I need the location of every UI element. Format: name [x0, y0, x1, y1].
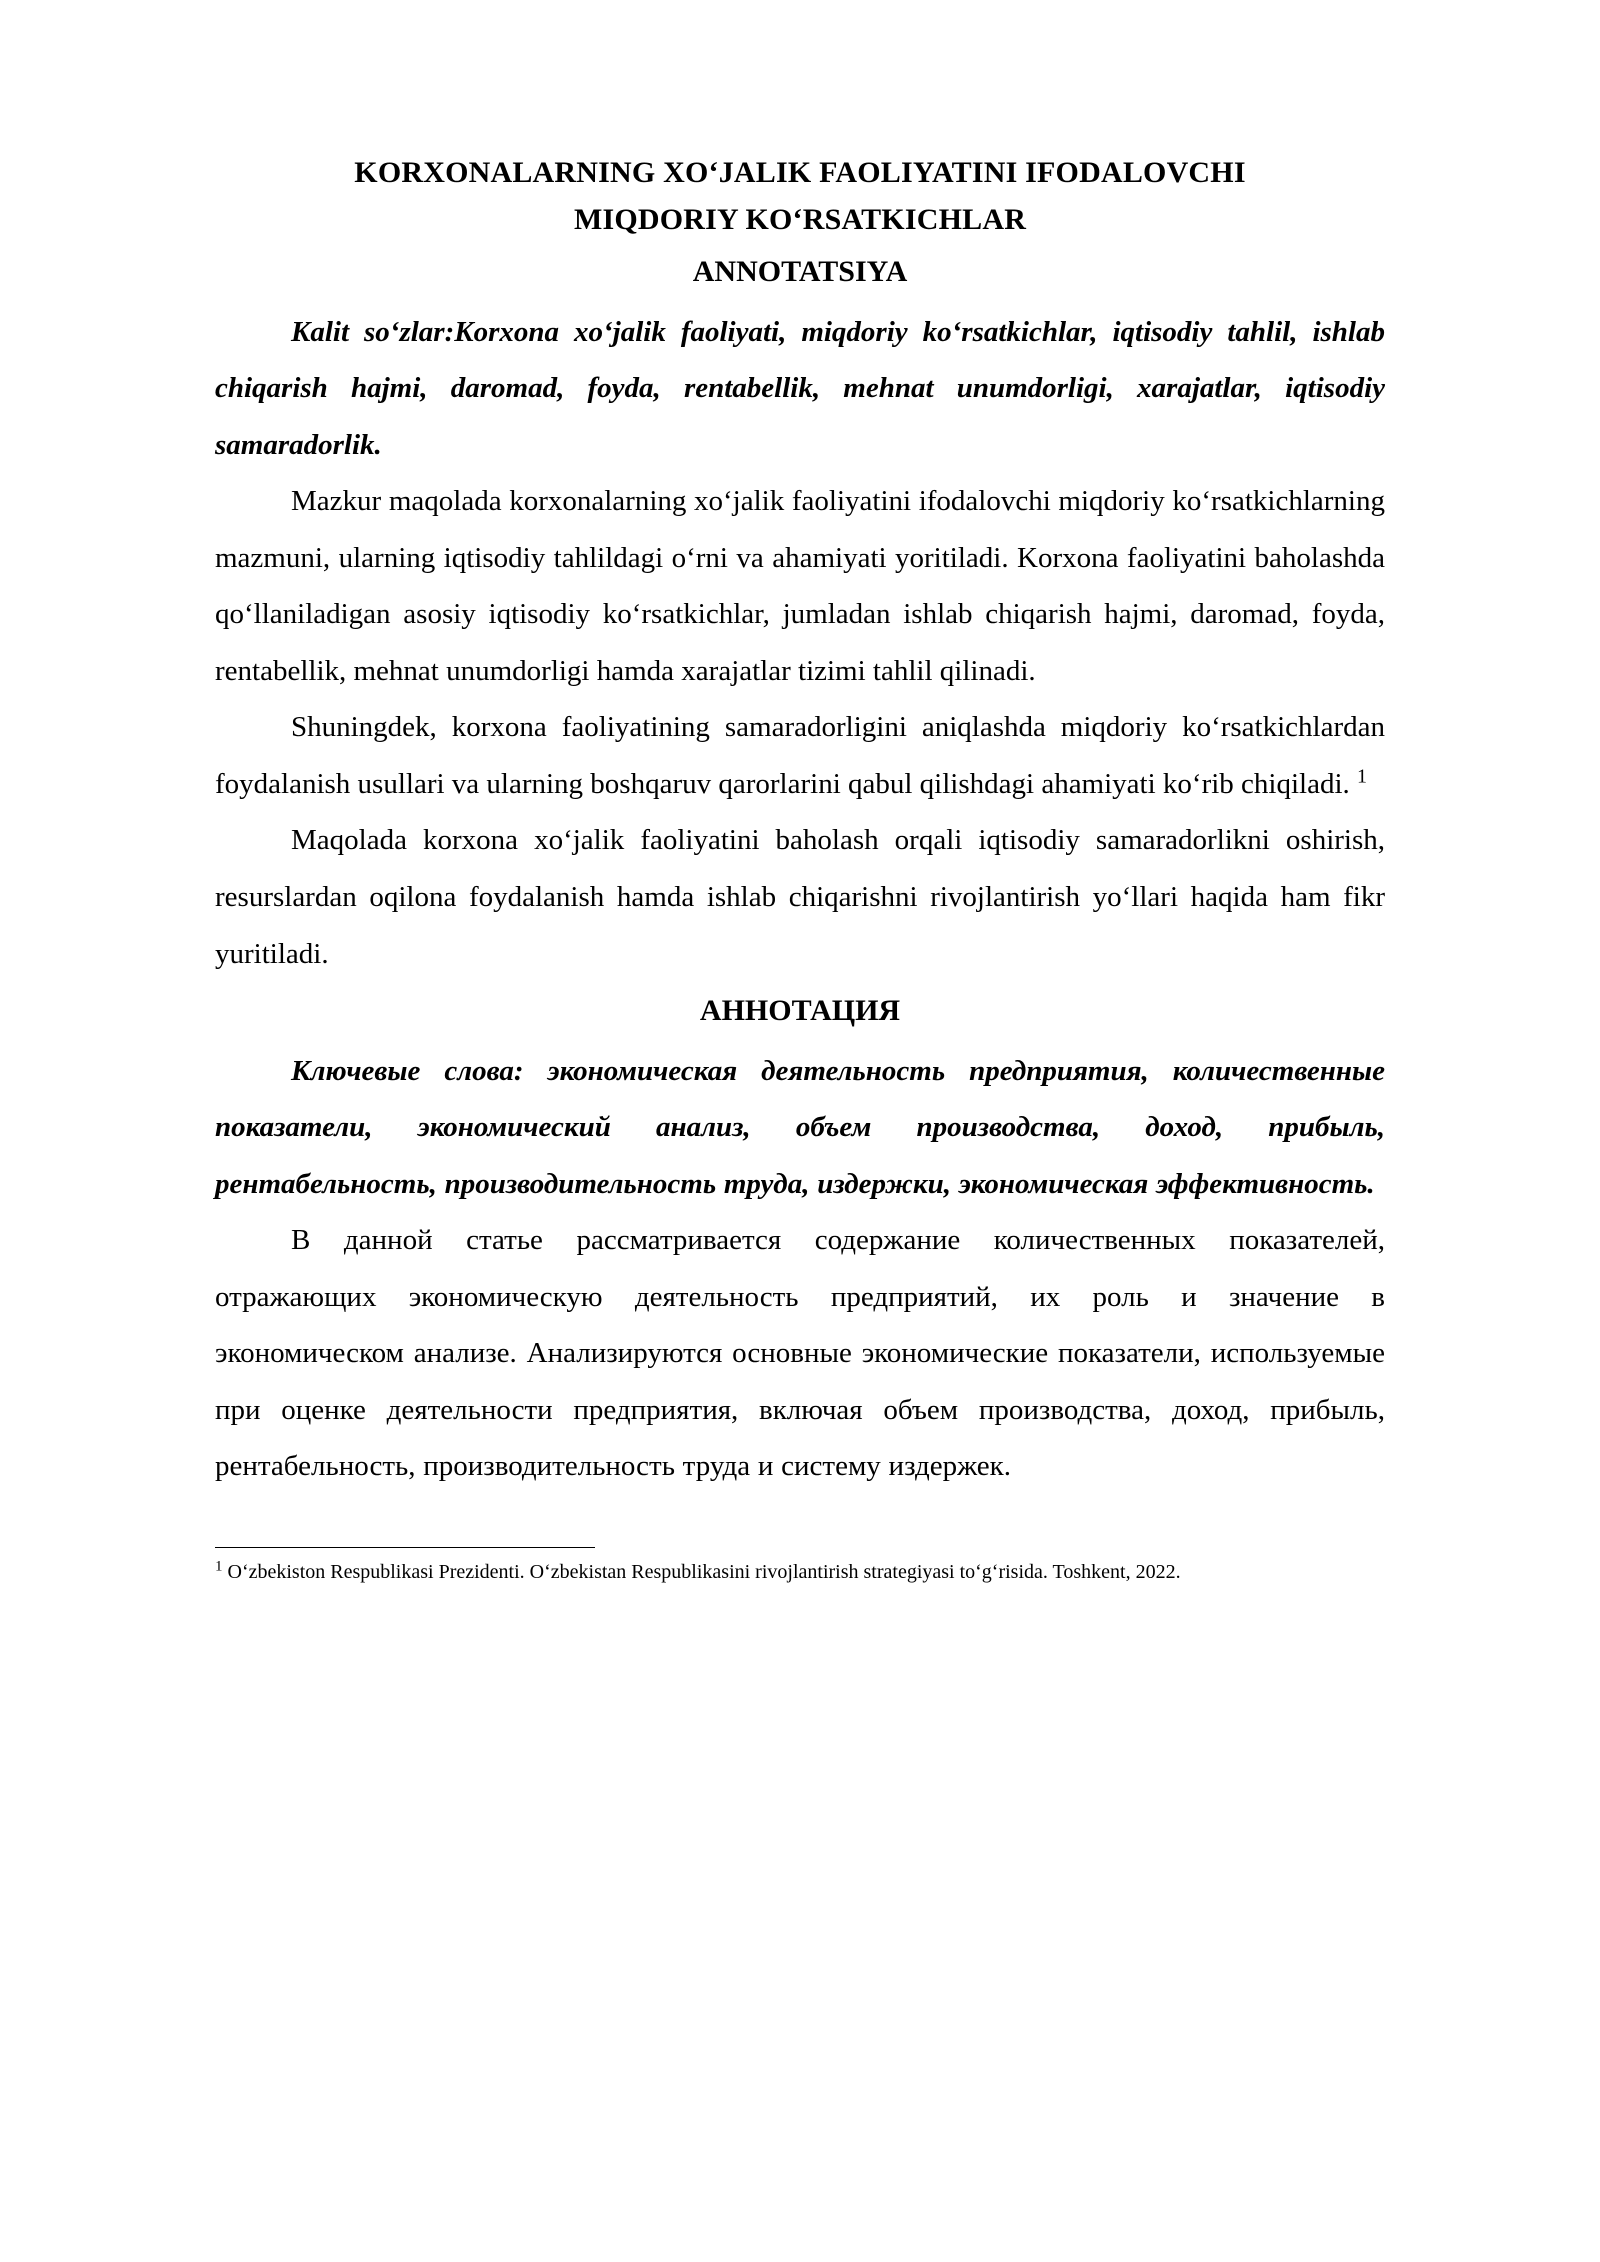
paragraph-ru-1: В данной статье рассматривается содержание количественных показателей, отражающих экономическую деятельность предприятий, их роль и значение в экономическом анализе. Анализируются основные экономические показатели, используемые при оценке деятельности предприятия, включая объем производства, доход, прибыль, рентабельность, производительность труда и систему издержек. — [215, 1224, 1385, 1483]
footnote-number: 1 — [215, 1558, 223, 1575]
page-title-line-2: MIQDORIY KO‘RSATKICHLAR — [573, 202, 1027, 236]
footnote-reference-1[interactable]: 1 — [1357, 765, 1368, 788]
keywords-ru: Ключевые слова: экономическая деятельность предприятия, количественные показатели, экономический анализ, объем производства, доход, прибыль, рентабельность, производительность труда, издержки, экономическая эффективность. — [215, 1054, 1385, 1200]
page-title-line-1: KORXONALARNING XO‘JALIK FAOLIYATINI IFODALOVCHI — [354, 156, 1246, 189]
paragraph-uz-1: Mazkur maqolada korxonalarning xo‘jalik faoliyatini ifodalovchi miqdoriy ko‘rsatkichlarning mazmuni, ularning iqtisodiy tahlildagi o‘rni va ahamiyati yoritiladi. Korxona faoliyatini baholashda qo‘llaniladigan asosiy iqtisodiy ko‘rsatkichlar, jumladan ishlab chiqarish hajmi, daromad, foyda, rentabellik, mehnat unumdorligi hamda xarajatlar tizimi tahlil qilinadi. — [215, 485, 1385, 687]
section-heading-annotatsiya: ANNOTATSIYA — [692, 255, 908, 288]
paragraph-uz-2-text: Shuningdek, korxona faoliyatining samaradorligini aniqlashda miqdoriy ko‘rsatkichlardan foydalanish usullari va ularning boshqaruv qarorlarini qabul qilishdagi ahamiyati ko‘rib chiqiladi. — [215, 711, 1385, 800]
footnote-separator-rule — [215, 1547, 595, 1548]
paragraph-uz-2 — [215, 699, 1385, 812]
footnote-1 — [215, 1558, 1385, 1587]
paragraph-uz-3: Maqolada korxona xo‘jalik faoliyatini baholash orqali iqtisodiy samaradorlikni oshirish, resurslardan oqilona foydalanish hamda ishlab chiqarishni rivojlantirish yo‘llari haqida ham fikr yuritiladi. — [215, 824, 1385, 970]
footnote-area — [215, 1541, 1385, 1587]
keywords-uz: Kalit so‘zlar:Korxona xo‘jalik faoliyati, miqdoriy ko‘rsatkichlar, iqtisodiy tahlil, ishlab chiqarish hajmi, daromad, foyda, rentabellik, mehnat unumdorligi, xarajatlar, iqtisodiy samaradorlik. — [215, 315, 1385, 461]
section-heading-annotaciya: АННОТАЦИЯ — [699, 994, 901, 1028]
page-title — [215, 150, 1385, 243]
footnote-body: O‘zbekiston Respublikasi Prezidenti. O‘zbekistan Respublikasini rivojlantirish strategiyasi to‘g‘risida. Toshkent, 2022. — [227, 1560, 1181, 1583]
